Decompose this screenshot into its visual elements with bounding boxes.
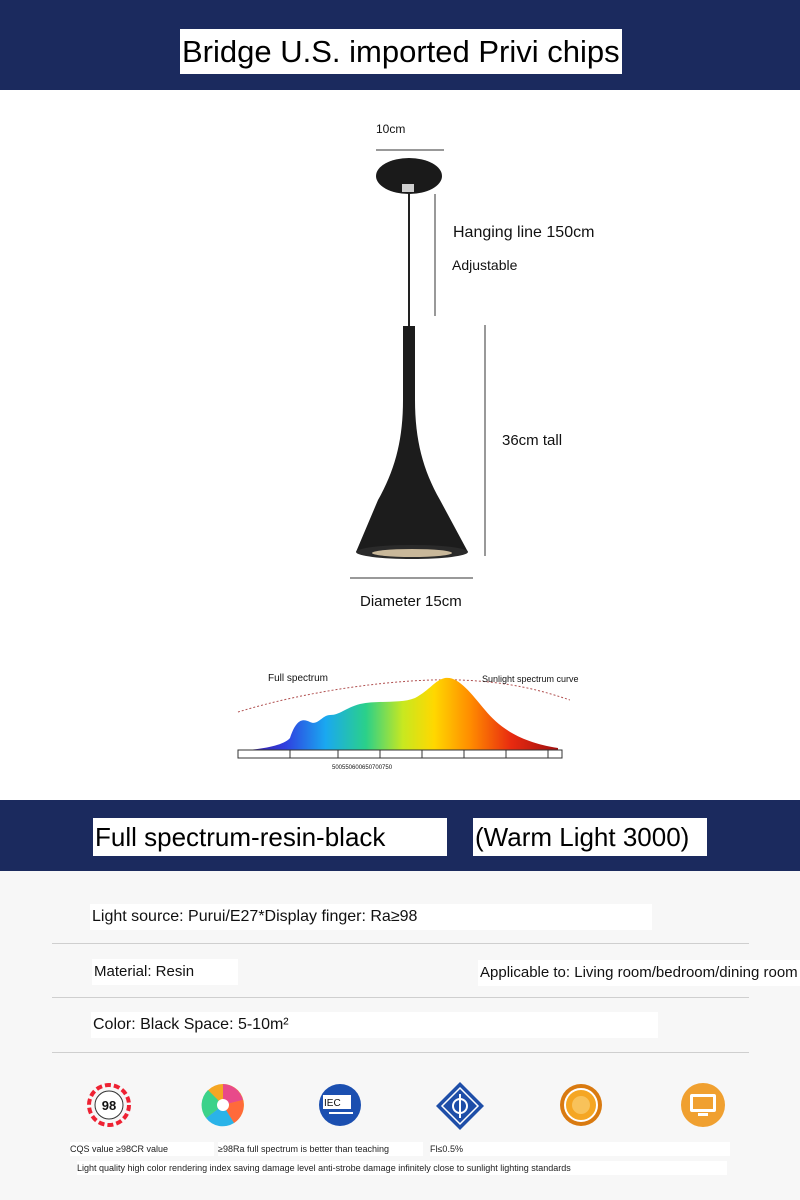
hanging-line-label: Hanging line 150cm xyxy=(453,224,595,241)
variant-band xyxy=(0,800,800,871)
feature-caption-1: CQS value ≥98CR value xyxy=(70,1142,214,1156)
height-label: 36cm tall xyxy=(502,432,563,449)
lamp-stem xyxy=(356,326,468,552)
sunlight-curve-label: Sunlight spectrum curve xyxy=(482,674,579,684)
feature-footer: Light quality high color rendering index saving damage level anti-strobe damage infinitely close to sunlight lighting standards xyxy=(77,1161,727,1175)
feature-caption-3: Fl≤0.5% xyxy=(430,1142,730,1156)
adjustable-label: Adjustable xyxy=(452,257,518,273)
applicable-spec: Applicable to: Living room/bedroom/dining room xyxy=(478,960,800,986)
full-spectrum-label: Full spectrum xyxy=(268,673,329,684)
color-wheel-icon xyxy=(198,1080,248,1130)
cri-98-icon xyxy=(84,1080,134,1130)
spec-divider xyxy=(52,997,749,998)
sun-icon xyxy=(556,1080,606,1130)
spectrum-axis-ticks: 500550600650700750 xyxy=(332,765,393,771)
material-spec: Material: Resin xyxy=(92,959,238,985)
iec-text: IEC xyxy=(324,1098,341,1109)
light-source-spec: Light source: Purui/E27*Display finger: Ra≥98 xyxy=(90,904,652,930)
spec-divider xyxy=(52,943,749,944)
eye-care-icon xyxy=(678,1080,728,1130)
feature-caption-2: ≥98Ra full spectrum is better than teaching xyxy=(218,1142,423,1156)
spectrum-area xyxy=(248,678,558,750)
header-band xyxy=(0,0,800,90)
lamp-lens xyxy=(372,549,452,557)
iec-icon xyxy=(315,1080,365,1130)
canopy-width-label: 10cm xyxy=(376,122,406,136)
variant-name: Full spectrum-resin-black xyxy=(93,818,447,856)
diameter-label: Diameter 15cm xyxy=(360,593,462,610)
flicker-icon xyxy=(434,1080,484,1130)
variant-light: (Warm Light 3000) xyxy=(473,818,707,856)
lamp-diagram xyxy=(0,90,800,650)
spec-divider xyxy=(52,1052,749,1053)
page-title: Bridge U.S. imported Privi chips xyxy=(180,29,622,74)
color-space-spec: Color: Black Space: 5-10m² xyxy=(91,1012,658,1038)
cri-value: 98 xyxy=(101,1098,117,1113)
